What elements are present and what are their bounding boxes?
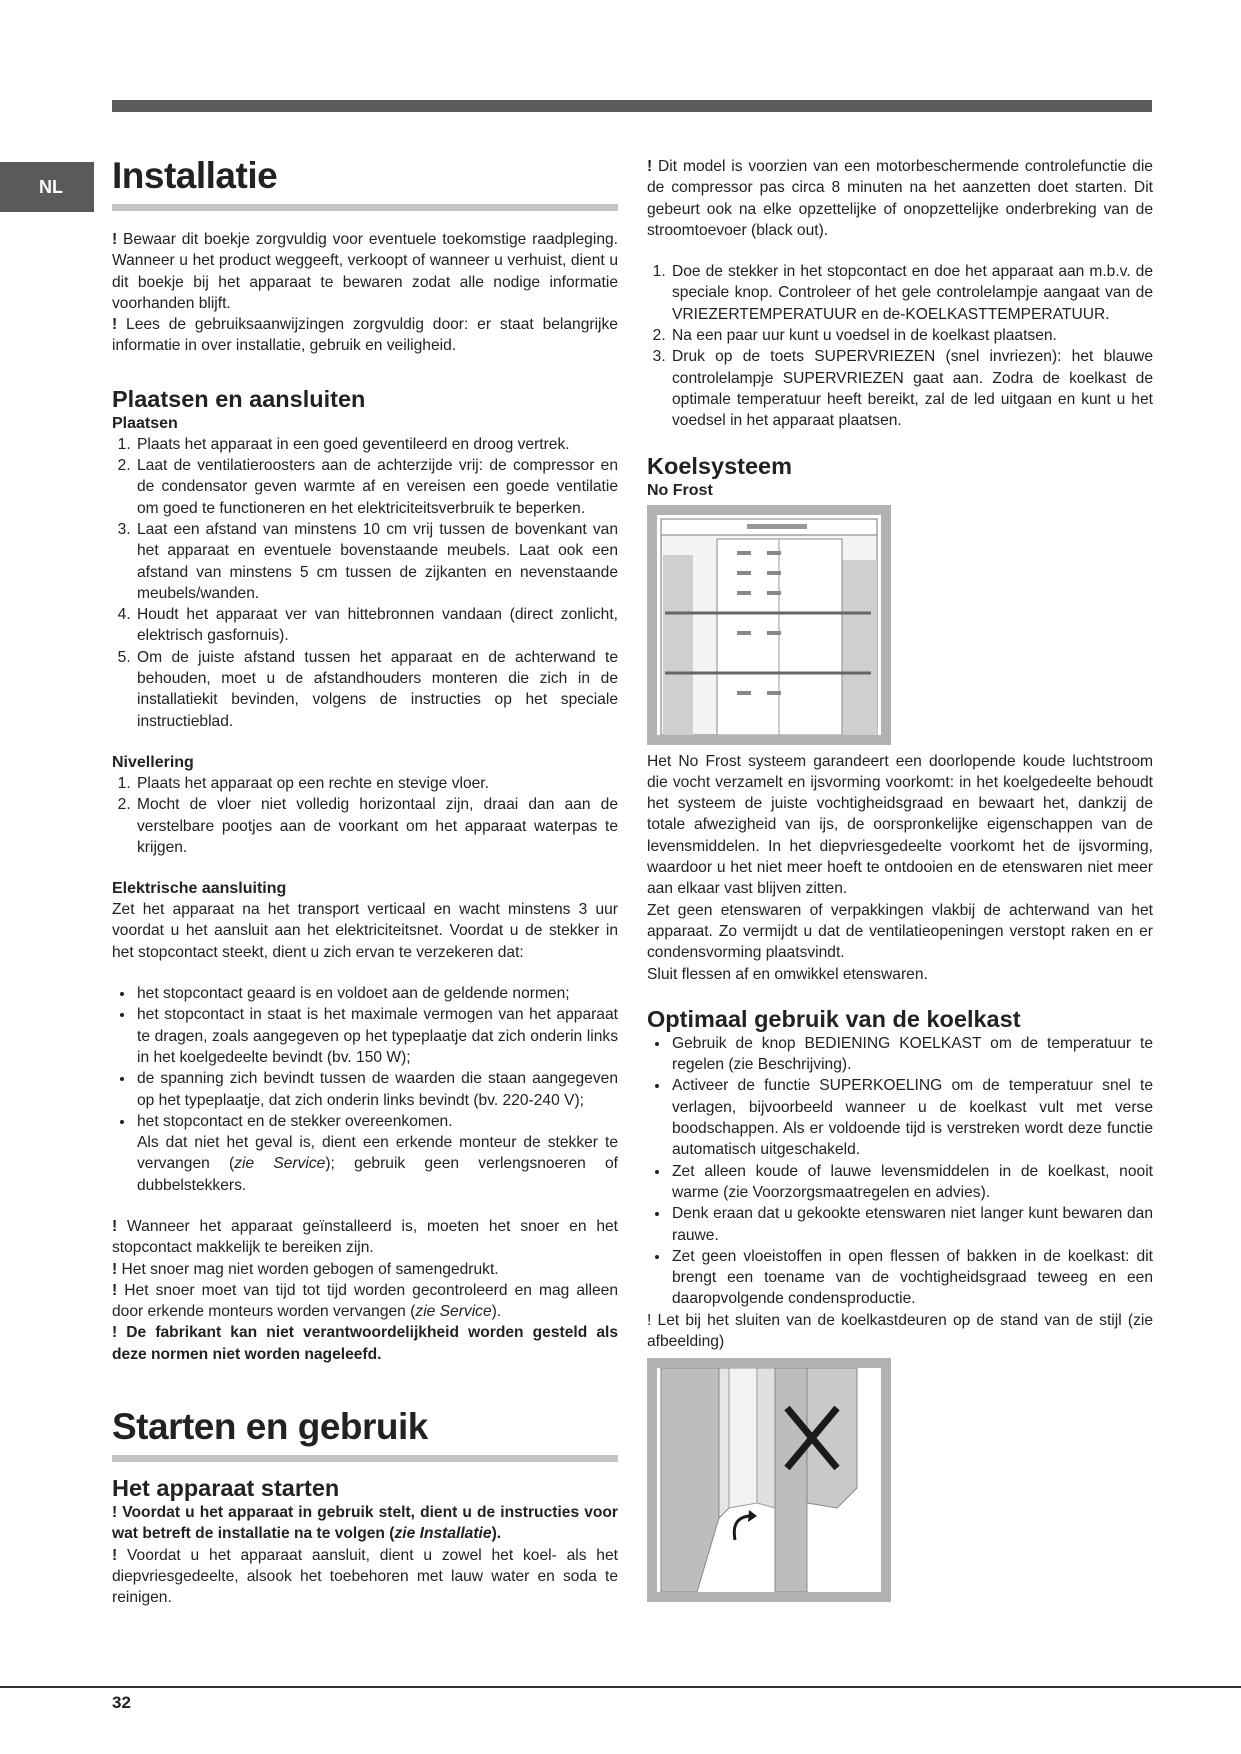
list-item: • Gebruik de knop BEDIENING KOELKAST om de temperatuur te regelen (zie Beschrijving). — [670, 1033, 1153, 1076]
start-steps — [647, 261, 1153, 431]
plaatsen-subheading: Plaatsen — [112, 414, 178, 432]
list-item: 5. Om de juiste afstand tussen het apparaat en de achterwand te behouden, moet u de afstandhouders monteren die zich in de installatiekit bevinden, volgens de instructies op het speciale instructieblad. — [135, 647, 618, 732]
door-position-illustration — [647, 1358, 891, 1602]
list-item: • Zet geen vloeistoffen in open flessen of bakken in de koelkast: dit brengt een toename van de vochtigheidsgraad teweeg en een daaropvolgende condensproductie. — [670, 1246, 1153, 1310]
list-item: 2. Mocht de vloer niet volledig horizontaal zijn, draai dan aan de verstelbare pootjes aan de voorkant om het apparaat waterpas te krijgen. — [135, 794, 618, 858]
bottom-rule — [0, 1686, 1241, 1688]
page-number: 32 — [112, 1693, 131, 1712]
installatie-title: Installatie — [112, 155, 278, 196]
language-tab: NL — [0, 162, 94, 212]
elektrisch-bullets — [112, 983, 618, 1196]
nofrost-paragraph-1: Het No Frost systeem garandeert een doorlopende koude luchtstroom die vocht verzamelt en ijsvorming voorkomt: in het koelgedeelte behoudt het systeem de juiste vochtigheidsgraad en bewaart het, dankzij de totale afwezigheid van ijs, de oorspronkelijke eigenschappen van de levensmiddelen. In het diepvriesgedeelte voorkomt het de ijsvorming, waardoor u het niet meer hoeft te ontdooien en de etenswaren niet meer aan elkaar vast blijven zitten. — [647, 752, 1153, 898]
intro-paragraph-2: ! Lees de gebruiksaanwijzingen zorgvuldig door: er staat belangrijke informatie in over installatie, gebruik en veiligheid. — [112, 316, 618, 355]
list-item: • het stopcontact in staat is het maximale vermogen van het apparaat te dragen, zoals aangegeven op het typeplaatje dat zich onderin links in het koelgedeelte bevindt (bv. 150 W); — [135, 1004, 618, 1068]
list-item: 2. Na een paar uur kunt u voedsel in de koelkast plaatsen. — [670, 325, 1153, 346]
nofrost-paragraph-2: Zet geen etenswaren of verpakkingen vlakbij de achterwand van het apparaat. Zo vermijdt u dat de ventilatieopeningen verstopt raken en er condensvorming plaatsvindt. — [647, 901, 1153, 962]
plaatsen-list — [112, 434, 618, 732]
door-note: ! Let bij het sluiten van de koelkastdeuren op de stand van de stijl (zie afbeelding) — [647, 1311, 1154, 1350]
nofrost-subheading: No Frost — [647, 481, 713, 499]
optimaal-heading: Optimaal gebruik van de koelkast — [647, 1005, 1021, 1032]
list-item: 2. Laat de ventilatieroosters aan de achterzijde vrij: de compressor en de condensator geven warmte af en vereisen een goede ventilatie om goed te functioneren en het elektriciteitsverbruik te beperken. — [135, 455, 618, 519]
starten-clean: ! Voordat u het apparaat aansluit, dient u zowel het koel- als het diepvriesgedeelte, alsook het toebehoren met lauw water en soda te reinigen. — [112, 1546, 618, 1607]
top-rule — [112, 100, 1152, 112]
koelsysteem-heading: Koelsysteem — [647, 452, 792, 479]
starten-heading: Het apparaat starten — [112, 1475, 340, 1502]
elektrisch-intro: Zet het apparaat na het transport verticaal en wacht minstens 3 uur voordat u het aansluit aan het elektriciteitsnet. Voordat u de stekker in het stopcontact steekt, dient u zich ervan te verzekeren dat: — [112, 901, 618, 961]
warning-3: ! Het snoer moet van tijd tot tijd worden gecontroleerd en mag alleen door erkende monteurs worden vervangen (zie Service). — [112, 1281, 619, 1321]
title-rule — [112, 204, 618, 211]
list-item: • Denk eraan dat u gekookte etenswaren niet langer kunt bewaren dan rauwe. — [670, 1203, 1153, 1246]
starten-bold-note: ! Voordat u het apparaat in gebruik stelt, dient u de instructies voor wat betreft de installatie na te volgen (zie Installatie). — [112, 1504, 618, 1543]
motor-note: ! Dit model is voorzien van een motorbeschermende controlefunctie die de compressor pas circa 8 minuten na het aanzetten doet starten. Dit gebeurt ook na elke opzettelijke of onopzettelijke onderbreking van de stroomtoevoer (black out). — [647, 158, 1153, 239]
warning-1: ! Wanneer het apparaat geïnstalleerd is, moeten het snoer en het stopcontact makkelijk te bereiken zijn. — [112, 1217, 619, 1257]
list-item: 1. Doe de stekker in het stopcontact en doe het apparaat aan m.b.v. de speciale knop. Controleer of het gele controlelampje aangaat van de VRIEZERTEMPERATUUR en de-KOELKASTTEMPERATUUR. — [670, 261, 1153, 325]
optimaal-bullets — [647, 1033, 1153, 1310]
title-rule — [112, 1455, 618, 1462]
list-item: 3. Laat een afstand van minstens 10 cm vrij tussen de bovenkant van het apparaat en eventuele bovenstaande meubels. Laat ook een afstand van minstens 5 cm tussen de zijkanten en nevenstaande meubels/wanden. — [135, 519, 618, 604]
list-item: • de spanning zich bevindt tussen de waarden die staan aangegeven op het typeplaatje, dat zich onderin links bevindt (bv. 220-240 V); — [135, 1068, 618, 1111]
list-item: 4. Houdt het apparaat ver van hittebronnen vandaan (direct zonlicht, elektrisch gasfornuis). — [135, 604, 618, 647]
right-column — [647, 156, 1153, 1602]
fridge-interior-drawing — [657, 515, 881, 735]
plaatsen-heading: Plaatsen en aansluiten — [112, 385, 366, 412]
list-item: • het stopcontact en de stekker overeenkomen. Als dat niet het geval is, dient een erkende monteur de stekker te vervangen (zie Service); gebruik geen verlengsnoeren of dubbelstekkers. — [135, 1111, 618, 1196]
left-column — [112, 150, 618, 1609]
starten-title: Starten en gebruik — [112, 1406, 428, 1448]
list-item: 1. Plaats het apparaat op een rechte en stevige vloer. — [135, 773, 618, 794]
door-position-drawing — [657, 1368, 881, 1592]
nivellering-list — [112, 773, 618, 858]
elektrisch-subheading: Elektrische aansluiting — [112, 880, 287, 898]
list-item: • Activeer de functie SUPERKOELING om de temperatuur snel te verlagen, bijvoorbeeld wanneer u de koelkast vult met verse boodschappen. Als er voldoende tijd is verstreken wordt deze functie automatisch uitgeschakeld. — [670, 1075, 1153, 1160]
intro-paragraph-1: ! Bewaar dit boekje zorgvuldig voor eventuele toekomstige raadpleging. Wanneer u het product weggeeft, verkoopt of wanneer u verhuist, dient u dit boekje bij het apparaat te bewaren zodat alle nodige informatie voorhanden blijft. — [112, 231, 618, 312]
list-item: 1. Plaats het apparaat in een goed geventileerd en droog vertrek. — [135, 434, 618, 455]
warning-4: ! De fabrikant kan niet verantwoordelijkheid worden gesteld als deze normen niet worden nageleefd. — [112, 1324, 619, 1363]
list-item: 3. Druk op de toets SUPERVRIEZEN (snel invriezen): het blauwe controlelampje SUPERVRIEZEN gaat aan. Zodra de koelkast de optimale temperatuur heeft bereikt, zal de led uitgaan en kunt u het voedsel in het apparaat plaatsen. — [670, 346, 1153, 431]
nivellering-subheading: Nivellering — [112, 753, 194, 771]
fridge-interior-illustration — [647, 505, 891, 745]
warning-2: ! Het snoer mag niet worden gebogen of samengedrukt. — [112, 1260, 499, 1278]
nofrost-paragraph-3: Sluit flessen af en omwikkel etenswaren. — [647, 965, 928, 983]
list-item: • het stopcontact geaard is en voldoet aan de geldende normen; — [135, 983, 618, 1004]
list-item: • Zet alleen koude of lauwe levensmiddelen in de koelkast, nooit warme (zie Voorzorgsmaatregelen en advies). — [670, 1161, 1153, 1204]
